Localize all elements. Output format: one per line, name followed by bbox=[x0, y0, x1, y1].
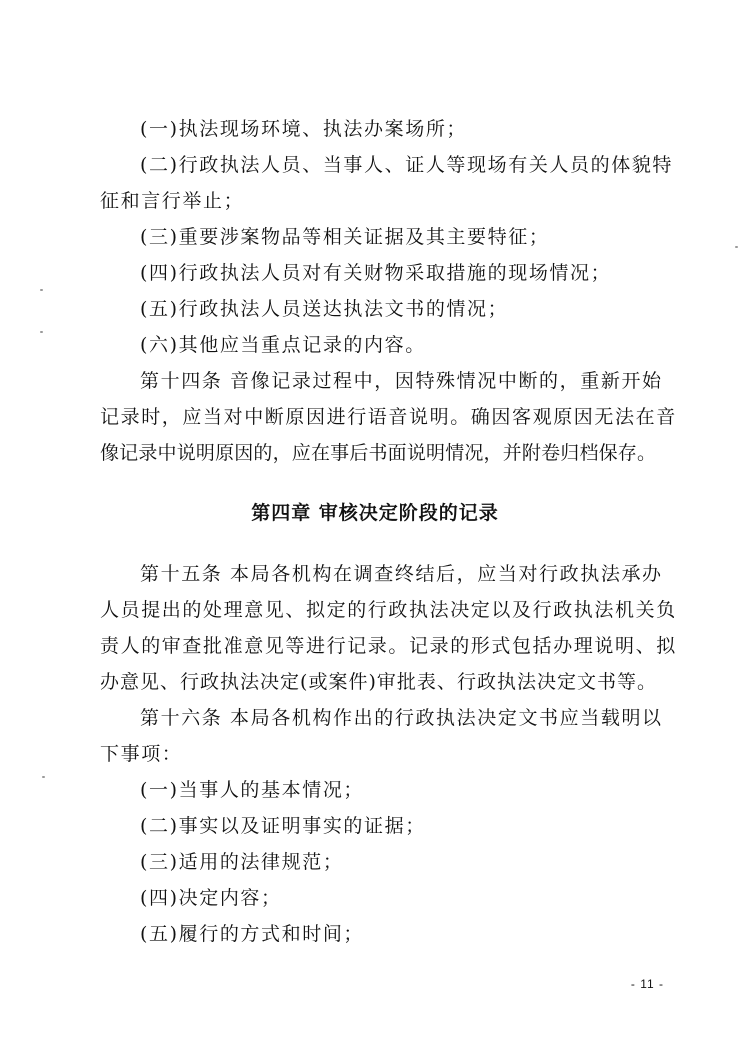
article-14-line: 记录时，应当对中断原因进行语音说明。确因客观原因无法在音 bbox=[100, 406, 677, 428]
list-item: (五)履行的方式和时间； bbox=[140, 923, 365, 945]
scan-speck bbox=[40, 289, 43, 291]
article-16-line: 下事项： bbox=[100, 743, 183, 765]
article-15-line: 人员提出的处理意见、拟定的行政执法决定以及行政执法机关负 bbox=[100, 599, 677, 621]
list-item: (六)其他应当重点记录的内容。 bbox=[140, 334, 426, 356]
list-item-continuation: 征和言行举止； bbox=[100, 190, 245, 212]
list-item: (二)行政执法人员、当事人、证人等现场有关人员的体貌特 bbox=[140, 154, 674, 176]
article-14-line: 第十四条 音像记录过程中，因特殊情况中断的，重新开始 bbox=[140, 370, 663, 392]
page-number: - 11 - bbox=[630, 977, 664, 991]
article-14-line: 像记录中说明原因的，应在事后书面说明情况，并附卷归档保存。 bbox=[100, 442, 656, 464]
list-item: (五)行政执法人员送达执法文书的情况； bbox=[140, 298, 509, 320]
list-item: (二)事实以及证明事实的证据； bbox=[140, 815, 426, 837]
article-16-line: 第十六条 本局各机构作出的行政执法决定文书应当载明以 bbox=[140, 707, 663, 729]
scan-speck bbox=[735, 246, 738, 248]
chapter-heading: 第四章 审核决定阶段的记录 bbox=[251, 502, 499, 524]
list-item: (四)行政执法人员对有关财物采取措施的现场情况； bbox=[140, 262, 612, 284]
list-item: (三)适用的法律规范； bbox=[140, 851, 344, 873]
list-item: (四)决定内容； bbox=[140, 887, 282, 909]
scan-speck bbox=[40, 331, 43, 333]
article-15-line: 第十五条 本局各机构在调查终结后，应当对行政执法承办 bbox=[140, 563, 663, 585]
article-15-line: 办意见、行政执法决定(或案件)审批表、行政执法决定文书等。 bbox=[100, 671, 656, 693]
list-item: (一)当事人的基本情况； bbox=[140, 779, 365, 801]
scan-speck bbox=[42, 776, 45, 778]
list-item: (一)执法现场环境、执法办案场所； bbox=[140, 118, 468, 140]
list-item: (三)重要涉案物品等相关证据及其主要特征； bbox=[140, 226, 550, 248]
article-15-line: 责人的审查批准意见等进行记录。记录的形式包括办理说明、拟 bbox=[100, 635, 677, 657]
